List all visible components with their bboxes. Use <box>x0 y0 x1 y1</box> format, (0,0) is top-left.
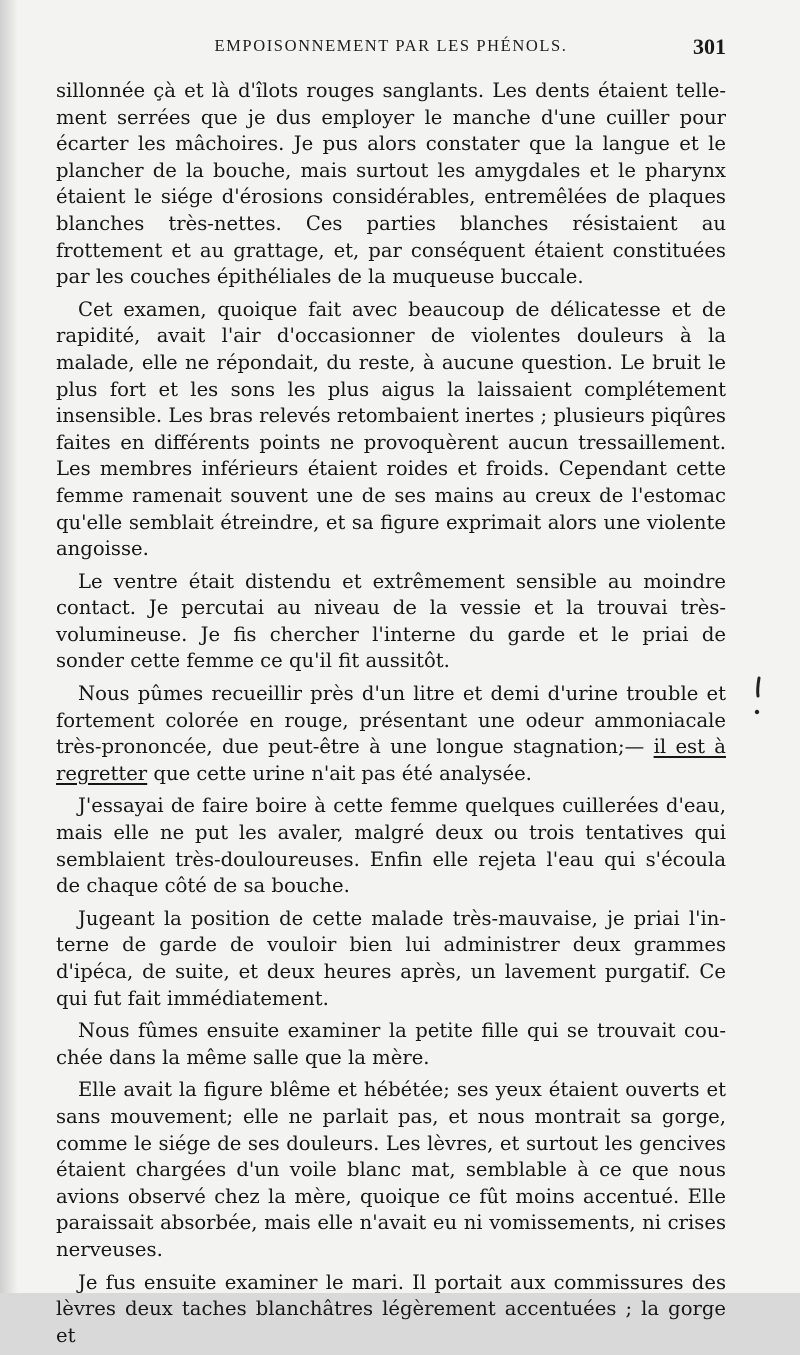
paragraph: Nous pûmes recueillir près d'un litre et demi d'urine trouble et fortement colorée en rouge, présentant une odeur ammoniacale très-prononcée, due peut-être à une longue stagnation;— il est à regretter que cette urine n'ait pas été analysée. <box>56 682 726 785</box>
body-text <box>56 78 726 1355</box>
paragraph: Le ventre était distendu et extrêmement sensible au moindre contact. Je percutai au niveau de la vessie et la trouvai très-volumineuse. Je fis chercher l'interne du garde et le priai de sonder cette femme ce qu'il fit aussitôt. <box>56 569 726 673</box>
paragraph: Jugeant la position de cette malade très-mauvaise, je priai l'interne de garde de vouloir bien lui administrer deux grammes d'ipéca, de suite, et deux heures après, un lavement purgatif. Ce qui fut fait immédiatement. <box>56 906 726 1010</box>
handwritten-margin-mark <box>753 676 763 720</box>
paragraph: Elle avait la figure blême et hébétée; ses yeux étaient ouverts et sans mouvement; elle ne parlait pas, et nous montrait sa gorge, comme le siége de ses douleurs. Les lèvres, et surtout les gencives étaient chargées d'un voile blanc mat, semblable à ce que nous avions observé chez la mère, quoique ce fût moins accentué. Elle paraissait absorbée, mais elle n'avait eu ni vomissements, ni crises nerveuses. <box>56 1078 726 1261</box>
page-header <box>56 36 726 62</box>
paragraph: Cet examen, quoique fait avec beaucoup de délicatesse et de rapidité, avait l'air d'occasionner de violentes douleurs à la malade, elle ne répondait, du reste, à aucune question. Le bruit le plus fort et les sons les plus aigus la laissaient complétement insensible. Les bras relevés retombaient inertes ; plusieurs piqûres faites en différents points ne provoquèrent aucun tressaillement. Les membres inférieurs étaient roides et froids. Cependant cette femme ramenait souvent une de ses mains au creux de l'estomac qu'elle semblait étreindre, et sa figure exprimait alors une violente angoisse. <box>56 297 726 561</box>
paragraph: J'essayai de faire boire à cette femme quelques cuillerées d'eau, mais elle ne put les avaler, malgré deux ou trois tentatives qui semblaient très-douloureuses. Enfin elle rejeta l'eau qui s'écoula de chaque côté de sa bouche. <box>56 794 726 898</box>
paragraph: sillonnée çà et là d'îlots rouges sanglants. Les dents étaient tellement serrées que je dus employer le manche d'une cuiller pour écarter les mâchoires. Je pus alors constater que la langue et le plancher de la bouche, mais surtout les amygdales et le pharynx étaient le siége d'érosions considérables, entremêlées de plaques blanches très-nettes. Ces parties blanches résistaient au frottement et au grattage, et, par conséquent étaient constituées par les couches épithéliales de la muqueuse buccale. <box>56 79 726 289</box>
paragraph: Je fus ensuite examiner le mari. Il portait aux commissures des lèvres deux taches blanchâtres légèrement accentuées ; la gorge et <box>56 1270 726 1347</box>
underlined-phrase: il est à regretter <box>56 735 726 785</box>
running-title: EMPOISONNEMENT PAR LES PHÉNOLS. <box>214 36 568 55</box>
paragraph: Nous fûmes ensuite examiner la petite fille qui se trouvait couchée dans la même salle que la mère. <box>56 1019 726 1069</box>
page-number: 301 <box>693 34 726 59</box>
